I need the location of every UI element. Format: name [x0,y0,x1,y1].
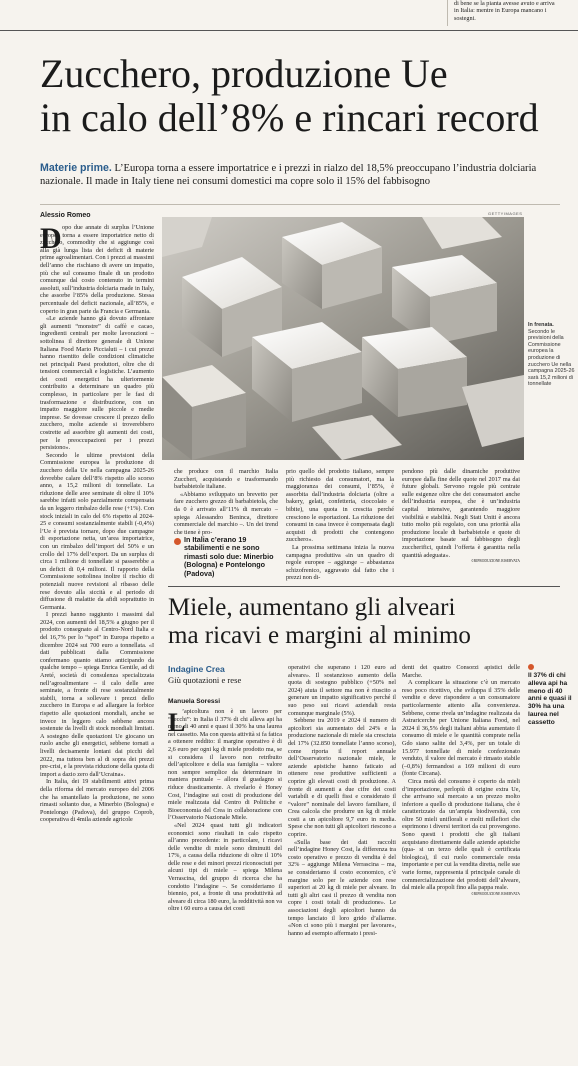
snippet-line: in Italia: mentre in Europa mancano i [454,7,547,15]
second-headline-line-1: Miele, aumentano gli alveari [168,594,456,621]
section-sub: Giù quotazioni e rese [168,675,242,685]
paragraph: In Italia, dei 19 stabilimenti attivi prima della riforma del mercato europeo del 2006 che ha smantellato la produzione, ne sono rimasti soltanto due, a Minerbio (Bologna) e Pontelongo (Padova), del gruppo Coprob, cooperativa di 4mila aziende agricole [40,778,154,824]
paragraph: opo due annate di surplus l’Unione europea torna a essere importatrice netto di zucchero, commodity che si aggiunge così alla già lunga lista dei deficit di materie prime agroalimentari. Con i prezzi ai massimi dell’anno che rischiano di avere un impatto, più che sul consumo finale di un prodotto comunque dal costo contenuto in termini assoluti, sull’industria dolciaria made in Italy, che assorbe l’85% della produzione. Stessa percentuale del deficit nazionale, all’85%, e coperto in gran parte da Francia e Germania. [40,224,154,315]
second-headline [168,594,568,650]
paragraph: pendono più dalle dinamiche produttive europee dalla fine delle quote nel 2017 ma dai future globali. Servono regole più centrate sulle esigenze oltre che dei consumatori anche dell’industria europea, che è un’industria capital intensive, garantendo maggiore visibilità e stabilità. Negli Stati Uniti è ancora tutto molto più regolato, con una priorità alla produzione locale di barbabietole e quote di importazione basate sul fabbisogno degli zuccherifici, quindi l’offerta è garantita nella quantità adeguata». [402,468,520,559]
copyright: ©RIPRODUZIONE RISERVATA [471,559,520,564]
previous-article-snippet [454,0,578,22]
headline-line-2: in calo dell’8% e rincari record [40,95,539,140]
main-pullquote: In Italia c’erano 19 stabilimenti e ne sono rimasti solo due: Minerbio (Bologna) e Pontelongo (Padova) [184,535,274,578]
section-label: Indagine Crea [168,664,225,674]
snippet-divider [447,0,448,26]
byline: Alessio Romeo [40,212,91,219]
second-headline-line-2: ma ricavi e margini al minimo [168,622,471,649]
headline-line-1: Zucchero, produzione Ue [40,51,448,96]
pullquote-bullet [174,538,181,545]
main-article-col3 [286,468,394,580]
section-divider [168,586,560,587]
photo-caption [528,322,576,388]
paragraph: operativi che superano i 120 euro ad alveare». Il sostanzioso aumento della quota di sostegno pubblico (+50% nel 2024) aiuta il settore ma non è riuscito a generare un impatto significativo perché il suo peso sui ricavi aziendali resta comunque marginale (5%). [288,664,396,717]
standfirst [40,162,560,188]
main-article-col4 [402,468,520,580]
second-pullquote-bullet [528,664,534,670]
top-rule [0,30,578,31]
copyright: ©RIPRODUZIONE RISERVATA [471,891,520,896]
paragraph: «Abbiamo sviluppato un brevetto per fare zucchero grezzo di barbabietola, che da 0 è arrivato all’11% di mercato – spiega Alessandro Beninca, direttore commerciale del marchio –. Un dei trend che tiene è pro- [174,490,278,536]
dropcap: D [40,222,62,255]
paragraph: «Nel 2024 quasi tutti gli indicatori economici sono risultati in calo rispetto all’anno precedente: in particolare, i ricavi delle vendite di miele sono diminuiti del 17%, a causa della riduzione di oltre il 10% delle rese e dei minori prezzi riconosciuti per alcuni tipi di miele – spiega Milena Verrascina, del gruppo di ricerca che ha condotto l’indagine –. Se consideriamo il biennio, poi, a fronte di una produttività ad alveare di circa 180 euro, la redditività non va oltre i 60 euro a causa dei costi [168,821,282,913]
photo-credit: GETTYIMAGES [488,211,523,216]
second-article-col3 [402,664,520,1060]
sugar-cubes-photo [162,217,524,460]
main-article-col1 [40,224,154,1060]
main-headline [40,52,570,140]
second-article-col2 [288,664,396,1060]
paragraph: Circa metà del consumo è coperto da mieli d’importazione, perlopiù di origine extra Ue, che arrivano sul mercato a un prezzo molto inferiore a quello di produzione italiana, che è caratterizzato da un’ampia biodiversità, con oltre 50 mieli uniflorali e molti millefiori che esprimono i diversi territori da cui provengono. Sono questi i prodotti che gli italiani acquistano direttamente dalle aziende apistiche (qua- si un terzo delle quali è certificata biologica), il cui ruolo commerciale resta importante e per cui la vendita diretta, nelle sue varie forme, rappresenta il principale canale di commercializzazione dei prodotti dell’alveare, dal miele alla propoli fino alla pappa reale. [402,777,520,892]
paragraph: I prezzi hanno raggiunto i massimi dal 2024, con aumenti del 18,5% a giugno per il prodotto consegnato al Centro-Nord Italia e del 16,7% per lo “spot” in Europa rispetto a dicembre 2024 sui 700 euro a tonnellata. «I dati pubblicati dalla Commissione confermano quanto stiamo anticipando da qualche tempo – spiega Enrica Gentile, ad di Areté, società di consulenza specializzata nell’agroalimentare – il calo delle aree seminate, a fronte di rese sostanzialmente stabili, torna a sollevare i prezzi dello zucchero in Europa e ad allargare la forbice rispetto alle quotazioni mondiali, anche se invece in leggero calo sebbene ancora sostenute da livelli di stock mondiali limitati. A sostegno delle quotazioni Ue giocano un ruolo anche gli energetici, sebbene tornati a livelli decisamente lontani dai picchi del 2022, ma tuttora ben al di sopra dei prezzi pre-crisi, e la prevista riduzione della quota di import a dazio zero dall’Ucraina». [40,611,154,778]
snippet-line: sostegni. [454,14,476,22]
paragraph: «Le aziende hanno già dovuto affrontare gli aumenti “monstre” di caffè e cacao, ingredienti centrali per molte lavorazioni – sottolinea il direttore generale di Unione Italiana Food Mario Piccialuti – i cui prezzi hanno risentito delle condizioni climatiche nei principali Paesi produttori, oltre che di tensioni commerciali e logistiche. L’aumento dei costi energetici ha ulteriormente contribuito a determinare un quadro più complesso, in particolare per le fasi di trasformazione e distribuzione, con un impatto maggiore sulle piccole e medie imprese. Se dovesse crescere il prezzo dello zucchero, molte aziende si troverebbero costrette ad assorbire gli aumenti dei costi, per le preoccupazioni per i prezzi persistono». [40,315,154,452]
paragraph: La prossima settimana inizia la nuova campagna produttiva «in un quadro di regole europee – aggiunge – abbastanza schizofrenico, aggravato dal fatto che i prezzi non di- [286,543,394,582]
paragraph: ’apicoltura non è un lavoro per “vecchi”: in Italia il 37% di chi alleva api ha meno di 40 anni e quasi il 30% ha una laurea nel cassetto. Ma con questa attività si fa fatica a ottenere reddito: il margine operativo è di 2,6 euro per ogni kg di miele prodotto ma, se si considera il lavoro non retribuito dell’apicoltore e della sua famiglia – valore non sempre semplice da determinare in maniera puntuale – allora il guadagno si riduce drasticamente. A rivelarlo è Honey Cost, l’indagine sui costi di produzione del miele realizzata dal Centro di Politiche e Bioeconomia del Crea in collaborazione con l’Osservatorio Nazionale Miele. [168,708,282,822]
caption-title: In frenata. [528,322,554,328]
standfirst-text: L’Europa torna a essere importatrice e i prezzi in rialzo del 18,5% preoccupano l’industria dolciaria nazionale. Il made in Italy tiene nei consumi domestici ma copre solo il 15% del fabbisogno [40,163,537,187]
paragraph: Secondo le ultime previsioni della Commissione europea la produzione di zucchero della Ue nella campagna 2025-26 dovrebbe calare dell’8% rispetto allo scorso anno, a 15,2 milioni di tonnellate. La riduzione delle aree seminate di oltre il 10% sarebbe infatti solo parzialmente compensata da un leggero rimbalzo delle rese (+1%). Con stock iniziali in calo del 6% rispetto al 2024-25 e consumi sostanzialmente stabili (-0,4%) l’Ue è prevista tornare, dopo due campagne di esportazione netta, un’area importatrice, con un rimbalzo dell’import del 50% e un crollo del 17% dell’export. Da un surplus di circa 1 milione di tonnellate si passerebbe a un deficit di 0,4 milioni. Il rapporto della Commissione sottolinea inoltre il rischio di potenziali nuove revisioni al ribasso delle rese dovuto alla siccità e al periodo di diffusione di malattie da afidi soprattutto in Germania. [40,451,154,611]
paragraph: A complicare la situazione c’è un mercato reso poco ricettivo, che sviluppa il 35% delle vendite e deve rispondere a un consumatore particolarmente attento alla convenienza. Sebbene, come rivela un’indagine realizzata da Astraricerche per Unione Italiana Food, nel 2024 il 36,5% degli italiani abbia aumentato il consumo di miele e le quantità comprate nella Gdo siano salite del 3,4%, per un totale di 15.977 tonnellate di miele confezionato venduto, il valore del mercato è rimasto stabile (–0,8%) fermandosi a 169 milioni di euro (fonte Circana). [402,679,520,778]
caption-text: Secondo le previsioni della Commissione europea la produzione di zucchero Ue nella campagna 2025-26 sarà 15,2 milioni di tonnellate [528,328,575,388]
second-pullquote: Il 37% di chi alleva api ha meno di 40 anni e quasi il 30% ha una laurea nel cassetto [528,672,572,726]
paragraph: «Sulla base dei dati raccolti nell’indagine Honey Cost, la differenza tra costo operativo e prezzo di vendita è del 32% – aggiunge Milena Verrascina – ma, se consideriamo il costo economico, c’è margine solo per le aziende con rese superiori ai 20 kg di miele per alveare. In tutti gli altri casi il prezzo di vendita non copre i costi totali di produzione». Le associazioni degli apicoltori hanno da tempo lanciato il loro grido d’allarme. «Non ci sono più i margini per lavorare», hanno ad esempio affermato i presi- [288,838,396,937]
second-byline: Manuela Soressi [168,698,221,705]
snippet-line: di bene se la pianta avesse avuto e arriva [454,0,555,7]
sugar-cubes-illustration [162,217,524,460]
kicker: Materie prime. [40,162,112,174]
paragraph: denti dei quattro Consorzi apistici delle Marche. [402,664,520,679]
paragraph: prio quello del prodotto italiano, sempre più richiesto dai consumatori, ma la maggioranza dei consumi, l’85%, è assorbita dall’industria dolciaria (oltre a bakery, gelati, confetteria, cioccolato e bibite), una quota in crescita perché cresciono le esportazioni. La riduzione dei consumi in casa invece è compensata dagli acquisti di prodotti che contengono zucchero». [286,468,394,544]
second-dropcap: L [168,708,186,737]
paragraph: Sebbene tra 2019 e 2024 il numero di apicoltori sia aumentato del 24% e la produzione nazionale di miele sia cresciuta del 17% (32.850 tonnellate l’anno scorso), come riporta il report annuale dell’Osservatorio nazionale miele, le aziende apistiche hanno faticato ad ottenere rese produttive sufficienti a coprire gli elevati costi di produzione. A fronte di aumenti a due cifre dei costi variabili e di quelli fissi e considerato il “valore” nominale del lavoro familiare, il Crea calcola che produrre un kg di miele costi a un apicoltore 9,7 euro in media. Spese che non tutti gli apicoltori riescono a coprire. [288,717,396,839]
byline-rule [40,204,560,205]
second-article-col1 [168,708,282,1060]
paragraph: che produce con il marchio Italia Zuccheri, acquistando e trasformando barbabietole italiane. [174,468,278,491]
main-article-col2 [174,468,278,536]
